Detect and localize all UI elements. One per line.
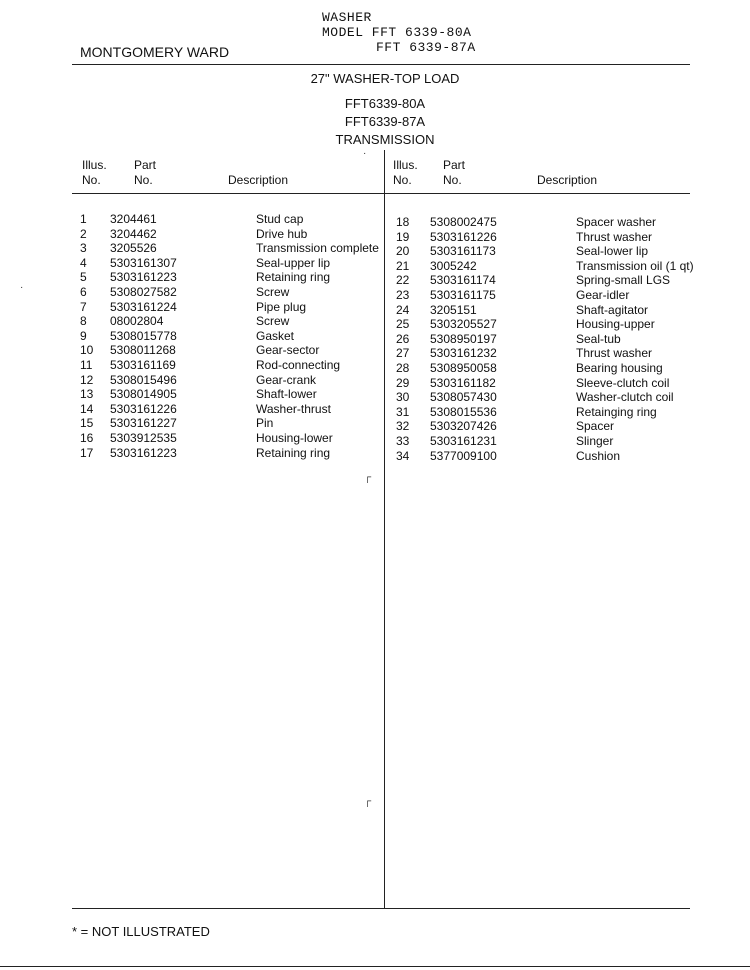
- illus-no: 27: [396, 346, 410, 361]
- table-header-rule: [72, 193, 690, 194]
- illus-no: 29: [396, 375, 410, 390]
- illus-no: 20: [396, 244, 410, 259]
- part-no: 5303161175: [430, 288, 496, 302]
- part-no: 5308950058: [430, 361, 497, 375]
- part-no: 5308950197: [430, 331, 497, 346]
- illus-no: 2: [80, 226, 87, 241]
- illus-no: 32: [396, 419, 410, 434]
- part-description: Shaft-agitator: [576, 302, 649, 317]
- col-head-description-right: Description: [537, 173, 598, 187]
- part-no: 3204462: [110, 226, 157, 241]
- part-description: Pipe plug: [256, 299, 307, 314]
- col-head-illus-right: [393, 158, 418, 188]
- scan-mark: ┌: [364, 796, 372, 807]
- part-no: 5303161173: [430, 244, 496, 259]
- part-no: 5303161223: [110, 270, 177, 285]
- scan-mark: ·: [363, 148, 367, 159]
- part-no: 5308015496: [110, 372, 177, 387]
- col-head-illus-left: [82, 158, 107, 188]
- page-bottom-rule: [0, 966, 750, 967]
- part-no: 08002804: [110, 314, 164, 329]
- part-description: Washer-clutch coil: [576, 390, 674, 405]
- column-divider: [384, 150, 385, 908]
- illus-no: 4: [80, 255, 87, 270]
- illus-no: 15: [80, 416, 94, 431]
- part-description: Seal-tub: [576, 331, 621, 346]
- part-description: Retainging ring: [576, 404, 657, 419]
- part-description: Gear-crank: [256, 372, 317, 387]
- part-description: Screw: [256, 285, 290, 299]
- part-description: Stud cap: [256, 212, 304, 226]
- part-no: 5303912535: [110, 431, 177, 445]
- part-description: Gear-sector: [256, 343, 320, 358]
- part-no: 5303161232: [430, 346, 497, 361]
- illus-no: 3: [80, 241, 87, 256]
- illus-no: 12: [80, 372, 94, 387]
- part-description: Spacer washer: [576, 215, 657, 229]
- part-description: Housing-lower: [256, 431, 333, 445]
- illus-no: 13: [80, 387, 94, 402]
- part-no: 5303207426: [430, 419, 497, 434]
- col-head-part-right: [443, 158, 465, 188]
- part-no: 5308057430: [430, 390, 497, 405]
- part-description: Washer-thrust: [256, 401, 331, 416]
- col-head-description-left: Description: [228, 173, 289, 187]
- part-no: 5308015778: [110, 328, 177, 343]
- part-no: 5308011268: [110, 343, 176, 358]
- col-head-part-label: Part: [134, 158, 157, 172]
- part-description: Shaft-lower: [256, 387, 317, 402]
- illus-no: 16: [80, 431, 94, 445]
- part-no: 5377009100: [430, 448, 497, 463]
- illus-no: 21: [396, 258, 410, 273]
- illus-no: 18: [396, 215, 410, 229]
- part-no: 5308002475: [430, 215, 497, 229]
- illus-no: 34: [396, 448, 410, 463]
- part-description: Housing-upper: [576, 317, 655, 332]
- col-head-part-no: No.: [443, 173, 462, 187]
- part-description: Transmission oil (1 qt): [576, 258, 694, 273]
- part-no: 5303205527: [430, 317, 497, 332]
- part-description: Pin: [256, 416, 274, 431]
- part-no: 5308014905: [110, 387, 177, 402]
- part-description: Retaining ring: [256, 445, 331, 460]
- part-description: Rod-connecting: [256, 358, 341, 372]
- part-no: 3205526: [110, 241, 157, 256]
- part-description: Sleeve-clutch coil: [576, 375, 670, 390]
- part-no: 5303161169: [110, 358, 176, 372]
- illus-no: 25: [396, 317, 410, 332]
- part-no: 5308015536: [430, 404, 497, 419]
- col-head-illus-no: No.: [393, 173, 412, 187]
- illus-no: 19: [396, 229, 410, 244]
- part-description: Thrust washer: [576, 346, 653, 361]
- part-no: 3005242: [430, 258, 477, 273]
- part-description: Cushion: [576, 448, 621, 463]
- illus-no: 9: [80, 328, 87, 343]
- part-description: Drive hub: [256, 226, 308, 241]
- illus-no: 24: [396, 302, 410, 317]
- part-description: Gear-idler: [576, 288, 630, 302]
- illus-no: 30: [396, 390, 410, 405]
- part-description: Gasket: [256, 328, 295, 343]
- table-bottom-rule: [72, 908, 690, 909]
- illus-no: 31: [396, 404, 410, 419]
- illus-no: 17: [80, 445, 94, 460]
- illus-no: 26: [396, 331, 410, 346]
- scan-mark: ·: [20, 282, 24, 293]
- illus-no: 7: [80, 299, 87, 314]
- part-description: Retaining ring: [256, 270, 331, 285]
- col-head-illus-no: No.: [82, 173, 101, 187]
- col-head-part-left: [134, 158, 156, 188]
- part-no: 5308027582: [110, 285, 177, 299]
- col-head-part-label: Part: [443, 158, 466, 172]
- model-number-a: FFT6339-80A: [344, 96, 426, 111]
- illus-no: 10: [80, 343, 94, 358]
- part-no: 5303161182: [430, 375, 496, 390]
- part-no: 5303161224: [110, 299, 177, 314]
- illus-no: 5: [80, 270, 87, 285]
- illus-no: 28: [396, 361, 410, 375]
- page-subtitle: 27" WASHER-TOP LOAD: [310, 71, 460, 86]
- illus-no: 33: [396, 434, 410, 448]
- part-no: 5303161226: [110, 401, 177, 416]
- part-no: 5303161174: [430, 273, 496, 288]
- part-no: 5303161223: [110, 445, 177, 460]
- illus-no: 6: [80, 285, 87, 299]
- scan-mark: ┌: [364, 472, 372, 483]
- part-no: 5303161227: [110, 416, 177, 431]
- section-title: TRANSMISSION: [335, 132, 435, 147]
- illus-no: 22: [396, 273, 410, 288]
- illus-no: 8: [80, 314, 87, 329]
- col-head-illus-label: Illus.: [393, 158, 418, 172]
- part-description: Thrust washer: [576, 229, 653, 244]
- part-no: 3204461: [110, 212, 157, 226]
- footnote-not-illustrated: * = NOT ILLUSTRATED: [72, 924, 210, 939]
- illus-no: 14: [80, 401, 94, 416]
- header-line-washer: WASHER: [322, 10, 372, 25]
- part-description: Seal-upper lip: [256, 255, 331, 270]
- part-description: Bearing housing: [576, 361, 663, 375]
- brand-name: MONTGOMERY WARD: [80, 44, 230, 60]
- col-head-part-no: No.: [134, 173, 153, 187]
- part-description: Spacer: [576, 419, 615, 434]
- header-line-model: MODEL FFT 6339-80A: [322, 25, 472, 40]
- illus-no: 11: [80, 358, 93, 372]
- part-no: 5303161226: [430, 229, 497, 244]
- part-description: Slinger: [576, 434, 614, 448]
- header-rule: [72, 64, 690, 65]
- part-description: Seal-lower lip: [576, 244, 649, 259]
- part-description: Screw: [256, 314, 290, 329]
- part-description: Spring-small LGS: [576, 273, 671, 288]
- part-no: 5303161307: [110, 255, 177, 270]
- illus-no: 1: [80, 212, 87, 226]
- part-no: 3205151: [430, 302, 477, 317]
- model-number-b: FFT6339-87A: [344, 114, 426, 129]
- header-line-model-alt: FFT 6339-87A: [376, 40, 476, 55]
- part-no: 5303161231: [430, 434, 497, 448]
- col-head-illus-label: Illus.: [82, 158, 107, 172]
- illus-no: 23: [396, 288, 410, 302]
- part-description: Transmission complete: [256, 241, 379, 256]
